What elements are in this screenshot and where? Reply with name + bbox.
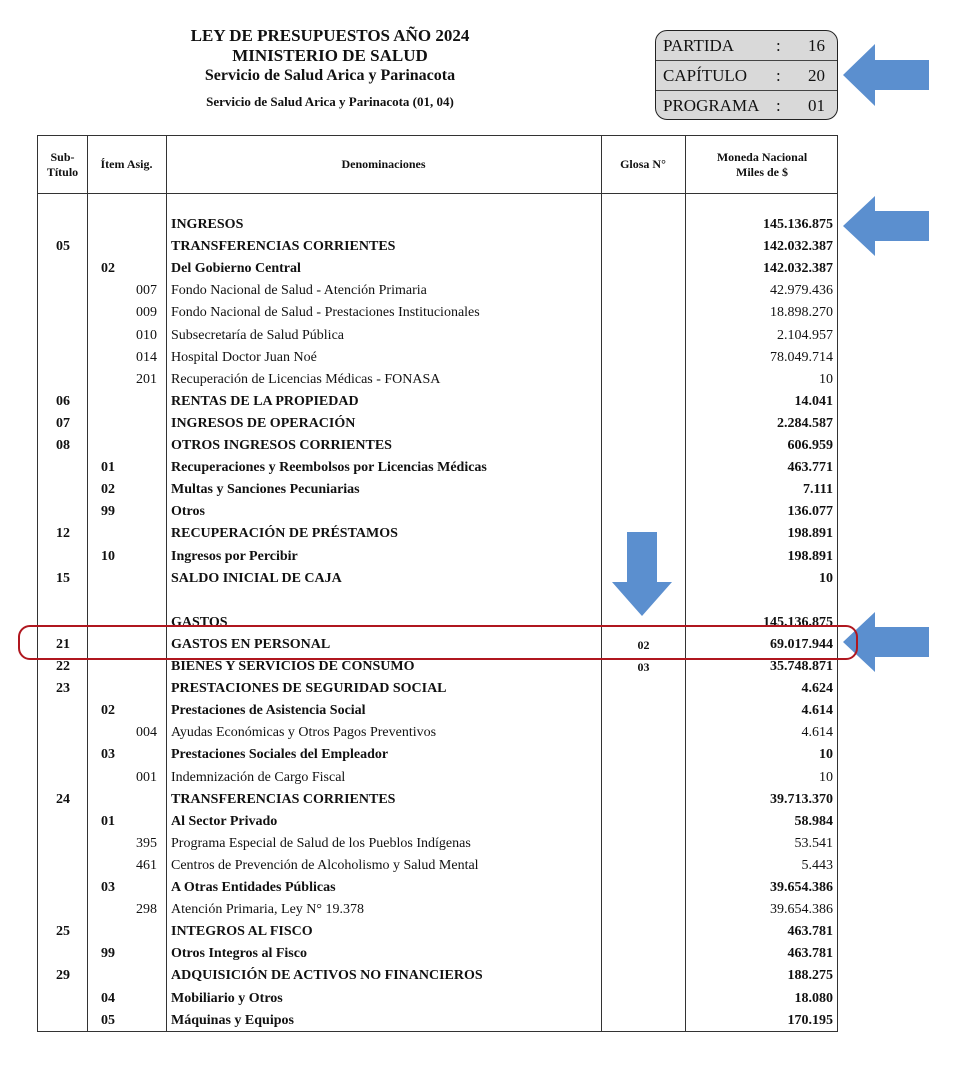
asignacion-cell: 007 [136,283,157,299]
denominacion-cell: Prestaciones de Asistencia Social [171,703,366,719]
subtitulo-cell: 15 [56,570,70,586]
item-cell: 99 [101,946,115,962]
denominacion-cell: Mobiliario y Otros [171,990,283,1006]
code-row-partida [656,31,837,61]
table-row [38,347,837,369]
denominacion-cell: OTROS INGRESOS CORRIENTES [171,438,392,453]
asignacion-cell: 004 [136,725,157,741]
table-row [38,921,837,943]
service-subtitle: Servicio de Salud Arica y Parinacota (01, 04) [206,94,454,109]
denominacion-cell: TRANSFERENCIAS CORRIENTES [171,791,396,807]
arrow-left-icon [843,44,931,106]
code-label: PROGRAMA [663,96,760,115]
header-text: Sub- Título [46,149,79,179]
denominacion-cell: A Otras Entidades Públicas [171,880,336,895]
monto-cell: 198.891 [787,548,833,564]
item-cell: 01 [101,460,115,476]
subtitulo-cell: 07 [56,415,70,431]
asignacion-cell: 461 [136,857,157,873]
document-header [150,26,510,110]
denominacion-cell: Hospital Doctor Juan Noé [171,349,317,365]
monto-cell: 10 [819,371,833,387]
table-row [38,744,837,766]
header-text: Denominaciones [341,157,426,171]
table-row [38,302,837,324]
table-row [38,678,837,700]
code-label: CAPÍTULO [663,66,748,85]
denominacion-cell: RENTAS DE LA PROPIEDAD [171,393,359,409]
table-row [38,280,837,302]
monto-cell: 10 [819,769,833,785]
table-row [38,965,837,987]
monto-cell: 463.771 [787,460,833,476]
column-header-subtitulo [38,136,87,193]
item-cell: 10 [101,548,115,564]
header-text: Glosa N° [620,157,666,171]
monto-cell: 136.077 [787,504,833,520]
denominacion-cell: Subsecretaría de Salud Pública [171,327,345,343]
monto-cell: 18.898.270 [770,305,833,321]
denominacion-cell: INTEGROS AL FISCO [171,924,313,940]
table-row [38,899,837,921]
code-separator: : [776,36,781,55]
table-row [38,457,837,479]
glosa-cell: 02 [637,637,650,652]
monto-cell: 18.080 [794,990,833,1006]
denominacion-cell: Otros Integros al Fisco [171,946,307,962]
table-row [38,877,837,899]
table-row [38,236,837,258]
monto-cell: 4.624 [801,681,833,697]
table-row [38,391,837,413]
monto-cell: 170.195 [787,1012,833,1028]
monto-cell: 42.979.436 [770,283,833,299]
denominacion-cell: GASTOS EN PERSONAL [171,636,331,652]
monto-cell: 4.614 [801,725,833,741]
asignacion-cell: 001 [136,769,157,785]
monto-cell: 2.104.957 [777,327,833,343]
monto-cell: 39.654.386 [770,880,833,895]
table-row [38,811,837,833]
table-row [38,722,837,744]
denominacion-cell: Máquinas y Equipos [171,1012,294,1028]
subtitulo-cell: 24 [56,791,70,807]
asignacion-cell: 010 [136,327,157,343]
table-row [38,767,837,789]
law-title: LEY DE PRESUPUESTOS AÑO 2024 [190,26,470,45]
subtitulo-cell: 23 [56,681,70,697]
table-row [38,700,837,722]
denominacion-cell: INGRESOS [171,217,244,232]
table-row [38,479,837,501]
monto-cell: 10 [819,570,833,586]
subtitulo-cell: 29 [56,968,70,984]
denominacion-cell: Centros de Prevención de Alcoholismo y Salud Mental [171,857,479,873]
denominacion-cell: Multas y Sanciones Pecuniarias [171,482,360,498]
table-row [38,413,837,435]
monto-cell: 39.654.386 [770,902,833,918]
denominacion-cell: Prestaciones Sociales del Empleador [171,747,389,763]
item-cell: 99 [101,504,115,520]
asignacion-cell: 298 [136,902,157,918]
subtitulo-cell: 05 [56,239,70,255]
arrow-left-icon [843,196,931,256]
subtitulo-cell: 06 [56,393,70,409]
subtitulo-cell: 25 [56,924,70,940]
denominacion-cell: Del Gobierno Central [171,261,301,277]
monto-cell: 606.959 [787,438,833,453]
item-cell: 03 [101,747,115,763]
monto-cell: 463.781 [787,946,833,962]
denominacion-cell: Otros [171,504,205,520]
code-separator: : [776,66,781,85]
denominacion-cell: SALDO INICIAL DE CAJA [171,570,342,586]
denominacion-cell: BIENES Y SERVICIOS DE CONSUMO [171,659,415,674]
code-row-programa [656,91,837,120]
code-separator: : [776,96,781,115]
item-cell: 05 [101,1012,115,1028]
item-cell: 02 [101,261,115,277]
table-row [38,590,837,612]
column-header-denominaciones [166,136,601,193]
denominacion-cell: ADQUISICIÓN DE ACTIVOS NO FINANCIEROS [171,968,483,984]
monto-cell: 69.017.944 [770,636,833,652]
denominacion-cell: GASTOS [171,614,228,630]
table-row [38,855,837,877]
monto-cell: 10 [819,747,833,763]
monto-cell: 53.541 [794,835,833,851]
column-header-item [87,136,166,193]
denominacion-cell: PRESTACIONES DE SEGURIDAD SOCIAL [171,681,447,697]
subtitulo-cell: 21 [56,636,70,652]
table-row [38,789,837,811]
monto-cell: 5.443 [801,857,833,873]
denominacion-cell: Fondo Nacional de Salud - Prestaciones Institucionales [171,305,480,321]
monto-cell: 142.032.387 [763,261,833,277]
monto-cell: 35.748.871 [770,659,833,674]
table-row [38,568,837,590]
code-value: 01 [808,96,825,115]
table-row [38,523,837,545]
monto-cell: 7.111 [803,482,833,498]
table-row [38,943,837,965]
item-cell: 03 [101,880,115,895]
monto-cell: 198.891 [787,526,833,542]
table-row [38,369,837,391]
monto-cell: 145.136.875 [763,614,833,630]
asignacion-cell: 201 [136,371,157,387]
monto-cell: 2.284.587 [777,415,833,431]
column-header-moneda [685,136,839,193]
denominacion-cell: Atención Primaria, Ley N° 19.378 [171,902,364,918]
code-row-capitulo [656,61,837,91]
denominacion-cell: Programa Especial de Salud de los Pueblos Indígenas [171,835,471,851]
budget-table [37,135,838,1032]
subtitulo-cell: 12 [56,526,70,542]
item-cell: 02 [101,482,115,498]
monto-cell: 58.984 [794,813,833,829]
table-row [38,833,837,855]
monto-cell: 188.275 [787,968,833,984]
monto-cell: 145.136.875 [763,217,833,232]
table-row [38,501,837,523]
monto-cell: 78.049.714 [770,349,833,365]
monto-cell: 463.781 [787,924,833,940]
monto-cell: 4.614 [801,703,833,719]
table-row [38,988,837,1010]
header-text: Moneda Nacional Miles de $ [716,149,808,179]
monto-cell: 39.713.370 [770,791,833,807]
denominacion-cell: INGRESOS DE OPERACIÓN [171,415,356,431]
subtitulo-cell: 08 [56,438,70,453]
table-row [38,258,837,280]
denominacion-cell: Al Sector Privado [171,813,278,829]
table-row [38,546,837,568]
column-header-glosa [601,136,685,193]
asignacion-cell: 014 [136,349,157,365]
denominacion-cell: RECUPERACIÓN DE PRÉSTAMOS [171,526,398,542]
monto-cell: 142.032.387 [763,239,833,255]
code-label: PARTIDA [663,36,735,55]
item-cell: 04 [101,990,115,1006]
glosa-cell: 03 [637,660,650,674]
ministry-title: MINISTERIO DE SALUD [232,46,428,65]
asignacion-cell: 395 [136,835,157,851]
item-cell: 02 [101,703,115,719]
table-row [38,435,837,457]
header-text: Ítem Asig. [100,157,153,171]
denominacion-cell: Ingresos por Percibir [171,548,298,564]
code-value: 16 [808,36,825,55]
table-row [38,214,837,236]
denominacion-cell: Indemnización de Cargo Fiscal [171,769,346,785]
asignacion-cell: 009 [136,305,157,321]
denominacion-cell: Recuperaciones y Reembolsos por Licencias Médicas [171,460,487,476]
highlight-gastos-personal [18,625,858,660]
denominacion-cell: Fondo Nacional de Salud - Atención Primaria [171,283,427,299]
monto-cell: 14.041 [794,393,833,409]
table-row [38,325,837,347]
denominacion-cell: Recuperación de Licencias Médicas - FONASA [171,371,441,387]
budget-code-box [655,30,838,120]
table-row [38,1010,837,1032]
item-cell: 01 [101,813,115,829]
denominacion-cell: TRANSFERENCIAS CORRIENTES [171,239,396,255]
service-title: Servicio de Salud Arica y Parinacota [204,67,456,84]
subtitulo-cell: 22 [56,659,70,674]
code-value: 20 [808,66,825,85]
denominacion-cell: Ayudas Económicas y Otros Pagos Preventivos [171,725,437,741]
